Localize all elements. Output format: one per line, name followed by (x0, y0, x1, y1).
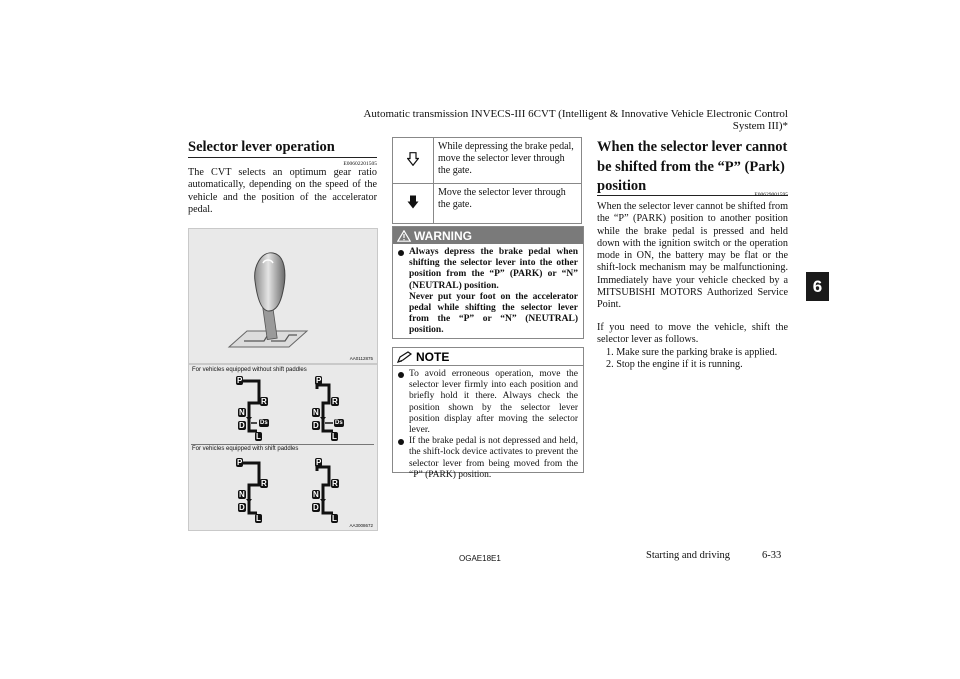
gear-label-d: D (239, 503, 245, 512)
legend-icon-cell (393, 138, 434, 184)
note-item (397, 436, 578, 481)
gear-label-n: N (313, 490, 319, 499)
legend-row (393, 138, 582, 184)
bullet-icon (398, 439, 404, 445)
section-code: E00602201505 (343, 161, 377, 167)
document-code: OGAE18E1 (459, 554, 501, 563)
gate-diagram (229, 457, 289, 525)
chapter-name: Starting and driving (646, 550, 730, 561)
warning-triangle-icon (397, 230, 411, 242)
figure-code: AA0112875 (349, 356, 373, 361)
warning-content (393, 244, 583, 337)
warning-text: Never put your foot on the accelerator pedal while shifting the selector lever from the “P” or “N” (NEUTRAL) position. (409, 291, 578, 336)
gear-label-p: P (316, 376, 322, 385)
shift-legend-table (392, 137, 582, 224)
section-body: The CVT selects an optimum gear ratio automatically, depending on the speed of the vehicle and the position of the accelerator pedal. (188, 167, 377, 215)
gear-label-n: N (313, 408, 319, 417)
warning-item (397, 247, 578, 292)
note-text: To avoid erroneous operation, move the selector lever firmly into each position and briefly hold it there. Always check the position shown by the selector lever position display after moving the selector lever. (409, 369, 578, 436)
bullet-icon (398, 372, 404, 378)
note-content (393, 366, 583, 481)
gate-diagram (305, 375, 365, 443)
gear-label-r: R (261, 397, 267, 406)
note-banner (393, 348, 583, 366)
gear-label-l: L (332, 514, 337, 523)
section-body: When the selector lever cannot be shifted from the “P” (PARK) position to another position while the brake pedal is pressed and held down with the ignition switch or the operation mode in ON, the battery may be flat or the shift-lock mechanism may be malfunctioning. Immediately have your vehicle checked by a MITSUBISHI MOTORS Authorized Service Point. (597, 201, 788, 311)
section-body: If you need to move the vehicle, shift the selector lever as follows. (597, 322, 788, 346)
note-pen-icon (397, 351, 413, 363)
gear-label-l: L (332, 432, 337, 441)
note-text: If the brake pedal is not depressed and held, the shift-lock device activates to prevent the selector lever from being moved from the “P” (PARK) position. (409, 436, 578, 480)
shift-gate-figure (188, 364, 378, 531)
figure-code: AA3008672 (349, 523, 373, 528)
section-title: When the selector lever cannot be shifted from the “P” (Park) position (597, 139, 788, 194)
gear-label-n: N (239, 490, 245, 499)
gear-label-d: D (313, 503, 319, 512)
legend-text: While depressing the brake pedal, move the selector lever through the gate. (434, 138, 582, 184)
gear-label-ds: Ds (335, 420, 343, 426)
warning-text: Always depress the brake pedal when shifting the selector lever into the other position from the “P” (PARK) or “N” (NEUTRAL) position. (409, 247, 578, 291)
gear-label-d: D (239, 421, 245, 430)
gate-diagram (305, 457, 365, 525)
legend-icon-cell (393, 184, 434, 224)
hollow-down-arrow-icon (407, 152, 419, 166)
gear-label-l: L (256, 514, 261, 523)
page-number: 6-33 (762, 550, 782, 561)
caption-with-paddles: For vehicles equipped with shift paddles (192, 446, 299, 452)
gear-label-p: P (237, 458, 243, 467)
gate-diagram (229, 375, 289, 443)
section-code: E00629001595 (754, 192, 788, 198)
gear-label-r: R (332, 479, 338, 488)
warning-banner (393, 227, 583, 244)
gear-label-n: N (239, 408, 245, 417)
legend-text: Move the selector lever through the gate. (434, 184, 582, 224)
legend-row (393, 184, 582, 224)
note-label: NOTE (416, 349, 450, 364)
caption-without-paddles: For vehicles equipped without shift paddles (192, 367, 307, 373)
procedure-list (606, 347, 788, 372)
section-rule (188, 157, 377, 158)
selector-lever-figure (188, 228, 378, 364)
note-box (392, 347, 584, 480)
list-item: 1. Make sure the parking brake is applied. (606, 347, 778, 358)
gear-label-r: R (332, 397, 338, 406)
list-item: 2. Stop the engine if it is running. (606, 359, 743, 371)
chapter-tab: 6 (806, 272, 829, 301)
bullet-icon (398, 250, 404, 256)
gear-label-p: P (237, 376, 243, 385)
solid-down-arrow-icon (407, 195, 419, 209)
warning-item (397, 292, 578, 337)
gear-label-p: P (316, 458, 322, 467)
gear-label-ds: Ds (260, 420, 268, 426)
gear-label-d: D (313, 421, 319, 430)
gear-label-r: R (261, 479, 267, 488)
running-header: Automatic transmission INVECS-III 6CVT (Intelligent & Innovative Vehicle Electronic Control System III)* (363, 108, 788, 132)
selector-lever-illustration (189, 229, 377, 363)
note-item (397, 369, 578, 436)
section-title: Selector lever operation (188, 139, 335, 155)
gear-label-l: L (256, 432, 261, 441)
figure-divider (191, 444, 374, 445)
warning-label: WARNING (414, 228, 472, 243)
warning-box (392, 226, 584, 339)
